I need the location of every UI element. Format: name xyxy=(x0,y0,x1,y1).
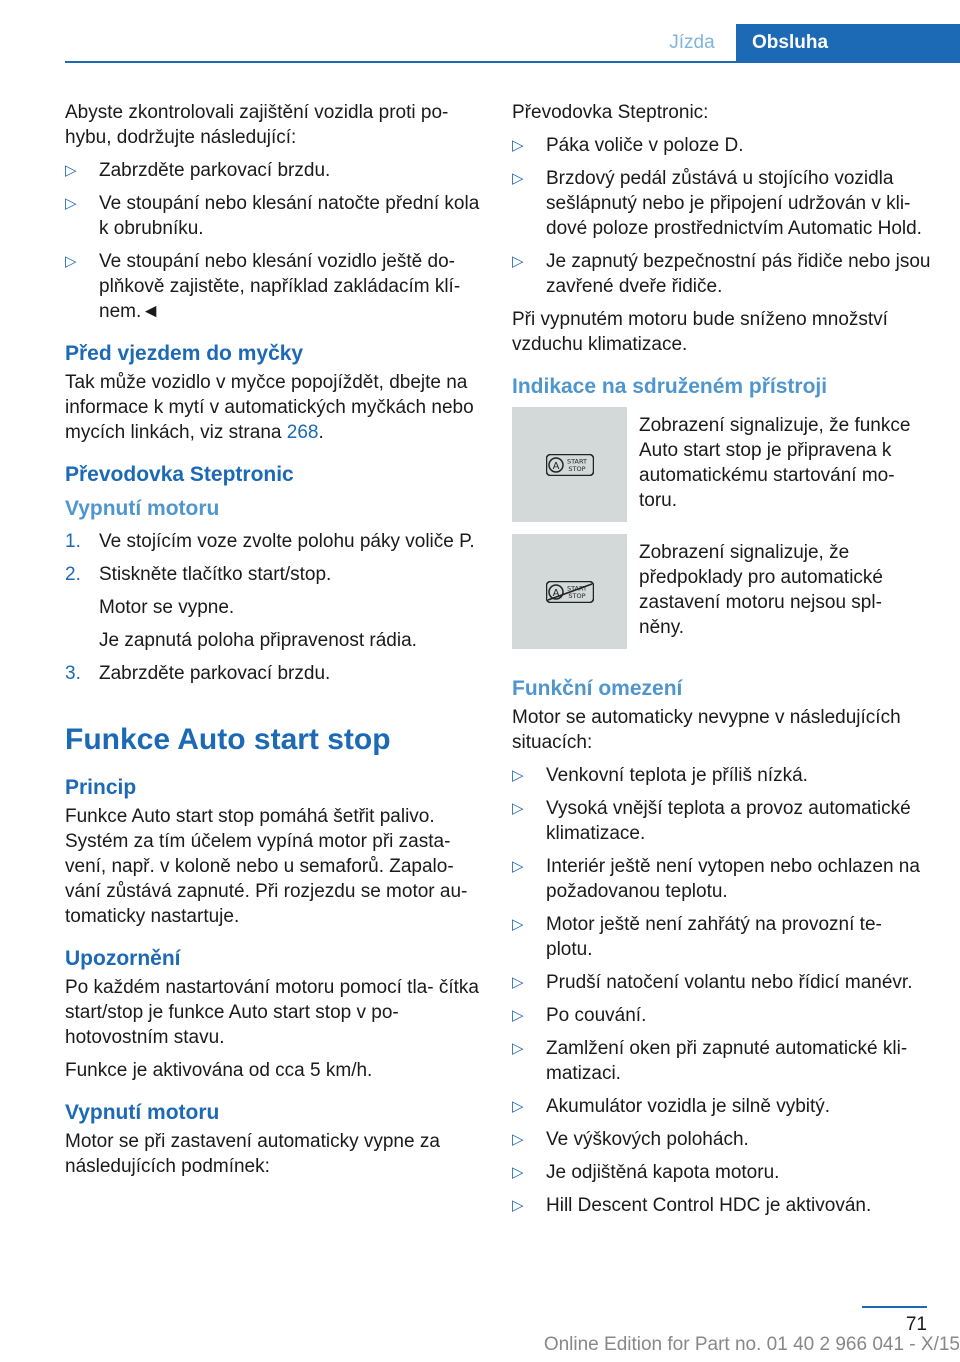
list-item: ▷ Je odjištěná kapota motoru. xyxy=(512,1162,780,1183)
triangle-bullet-icon: ▷ xyxy=(512,1098,524,1115)
ac-paragraph: Při vypnutém motoru bude sníženo množství vzduchu klimatizace. xyxy=(512,309,888,355)
securing-list xyxy=(65,158,480,324)
heading-principle: Princip xyxy=(65,776,137,799)
header-tab-jizda[interactable]: Jízda xyxy=(669,32,715,53)
step-item: 3. Zabrzděte parkovací brzdu. xyxy=(65,663,331,684)
list-item: ▷ Po couvání. xyxy=(512,1005,647,1026)
auto-start-stop-off-icon xyxy=(512,534,627,649)
indicator-text: Zobrazení signalizuje, že předpoklady pro automatické zastavení motoru nejsou spl- něny. xyxy=(639,542,883,638)
auto-start-stop-crossed-icon xyxy=(546,581,594,603)
heading-engine-off-2: Vypnutí motoru xyxy=(65,1101,220,1124)
limits-intro: Motor se automaticky nevypne v následujících situacích: xyxy=(512,707,901,753)
svg-text:A: A xyxy=(552,587,559,599)
svg-text:A: A xyxy=(552,460,559,472)
heading-auto-start-stop: Funkce Auto start stop xyxy=(65,723,391,756)
triangle-bullet-icon: ▷ xyxy=(512,1164,524,1181)
triangle-bullet-icon: ▷ xyxy=(512,858,524,875)
step-substep: Je zapnutá poloha připravenost rádia. xyxy=(99,630,417,651)
triangle-bullet-icon: ▷ xyxy=(512,1197,524,1214)
svg-text:START: START xyxy=(566,584,587,592)
list-item: ▷ Interiér ještě není vytopen nebo ochlazen na požadovanou teplotu. xyxy=(512,856,920,902)
heading-car-wash: Před vjezdem do myčky xyxy=(65,342,304,365)
list-item: ▷ Motor ještě není zahřátý na provozní te- plotu. xyxy=(512,914,882,960)
list-item: ▷ Prudší natočení volantu nebo řídicí manévr. xyxy=(512,972,913,993)
intro-paragraph: Abyste zkontrolovali zajištění vozidla proti po- hybu, dodržujte následující: xyxy=(65,102,449,148)
page-number: 71 xyxy=(905,1314,927,1335)
auto-start-stop-icon xyxy=(512,407,627,522)
triangle-bullet-icon: ▷ xyxy=(512,1131,524,1148)
step-number: 1. xyxy=(65,531,81,552)
list-item: ▷ Hill Descent Control HDC je aktivován. xyxy=(512,1195,872,1216)
footer-edition: Online Edition for Part no. 01 40 2 966 041 - X/15 xyxy=(543,1334,960,1355)
triangle-bullet-icon: ▷ xyxy=(512,916,524,933)
header-tab-obsluha[interactable]: Obsluha xyxy=(736,24,960,61)
notice-paragraph: Funkce je aktivována od cca 5 km/h. xyxy=(65,1060,373,1081)
list-item: ▷ Vysoká vnější teplota a provoz automatické klimatizace. xyxy=(512,798,911,844)
list-item: ▷ Ve stoupání nebo klesání natočte přední kola k obrubníku. xyxy=(65,193,480,239)
triangle-bullet-icon: ▷ xyxy=(512,767,524,784)
indicator-row-not-ready xyxy=(512,534,932,649)
principle-paragraph: Funkce Auto start stop pomáhá šetřit palivo. Systém za tím účelem vypíná motor při zasta- vení, např. v koloně nebo u semaforů. Zapalo- vání zůstává zapnuté. Při rozjezdu se motor au- tomaticky nastartuje. xyxy=(65,806,468,927)
left-column xyxy=(65,100,480,1187)
engine-off-paragraph: Motor se při zastavení automaticky vypne za následujících podmínek: xyxy=(65,1131,440,1177)
engine-off-steps xyxy=(65,529,480,587)
step-item: 1. Ve stojícím voze zvolte polohu páky voliče P. xyxy=(65,531,475,552)
limits-list xyxy=(512,763,932,1218)
list-item: ▷ Akumulátor vozidla je silně vybitý. xyxy=(512,1096,831,1117)
heading-engine-off: Vypnutí motoru xyxy=(65,497,220,520)
triangle-bullet-icon: ▷ xyxy=(512,1040,524,1057)
list-item: ▷ Je zapnutý bezpečnostní pás řidiče nebo jsou zavřené dveře řidiče. xyxy=(512,251,931,297)
triangle-bullet-icon: ▷ xyxy=(512,800,524,817)
svg-text:STOP: STOP xyxy=(567,464,586,473)
heading-notice: Upozornění xyxy=(65,947,181,970)
list-item: ▷ Ve stoupání nebo klesání vozidlo ještě do- plňkově zajistěte, například zakládacím klí- nem.◄ xyxy=(65,251,461,322)
triangle-bullet-icon: ▷ xyxy=(65,253,77,270)
indicator-text: Zobrazení signalizuje, že funkce Auto start stop je připravena k automatickému startování mo- toru. xyxy=(639,415,911,511)
triangle-bullet-icon: ▷ xyxy=(512,1007,524,1024)
right-column xyxy=(512,100,932,1226)
list-item: ▷ Venkovní teplota je příliš nízká. xyxy=(512,765,808,786)
triangle-bullet-icon: ▷ xyxy=(65,162,77,179)
steptronic-conditions xyxy=(512,133,932,299)
svg-text:STOP: STOP xyxy=(567,591,586,600)
heading-indication: Indikace na sdruženém přístroji xyxy=(512,375,828,398)
triangle-bullet-icon: ▷ xyxy=(512,974,524,991)
page-link[interactable]: 268 xyxy=(286,422,319,443)
engine-off-steps-cont xyxy=(65,661,480,686)
auto-start-stop-ready-icon xyxy=(546,454,594,476)
footer-divider xyxy=(862,1306,927,1308)
indicator-row-ready xyxy=(512,407,932,522)
list-item: ▷ Brzdový pedál zůstává u stojícího vozidla sešlápnutý nebo je připojení udržován v kli- dové poloze prostřednictvím Automatic Hold. xyxy=(512,168,922,239)
heading-steptronic: Převodovka Steptronic xyxy=(65,463,294,486)
triangle-bullet-icon: ▷ xyxy=(512,137,524,154)
list-item: ▷ Páka voliče v poloze D. xyxy=(512,135,744,156)
car-wash-paragraph: Tak může vozidlo v myčce popojíždět, dbejte na informace k mytí v automatických myčkách nebo mycích linkách, viz strana 268. xyxy=(65,372,474,443)
triangle-bullet-icon: ▷ xyxy=(512,253,524,270)
header-divider xyxy=(65,61,960,63)
list-item: ▷ Zabrzděte parkovací brzdu. xyxy=(65,160,331,181)
svg-text:START: START xyxy=(566,457,587,465)
list-item: ▷ Ve výškových polohách. xyxy=(512,1129,749,1150)
steptronic-intro: Převodovka Steptronic: xyxy=(512,102,709,123)
triangle-bullet-icon: ▷ xyxy=(512,170,524,187)
step-substep: Motor se vypne. xyxy=(99,597,235,618)
heading-limits: Funkční omezení xyxy=(512,677,683,700)
list-item: ▷ Zamlžení oken při zapnuté automatické kli- matizaci. xyxy=(512,1038,908,1084)
step-number: 3. xyxy=(65,663,81,684)
triangle-bullet-icon: ▷ xyxy=(65,195,77,212)
step-item: 2. Stiskněte tlačítko start/stop. xyxy=(65,564,332,585)
notice-paragraph: Po každém nastartování motoru pomocí tla- čítka start/stop je funkce Auto start stop v po- hotovostním stavu. xyxy=(65,977,479,1048)
step-number: 2. xyxy=(65,564,81,585)
